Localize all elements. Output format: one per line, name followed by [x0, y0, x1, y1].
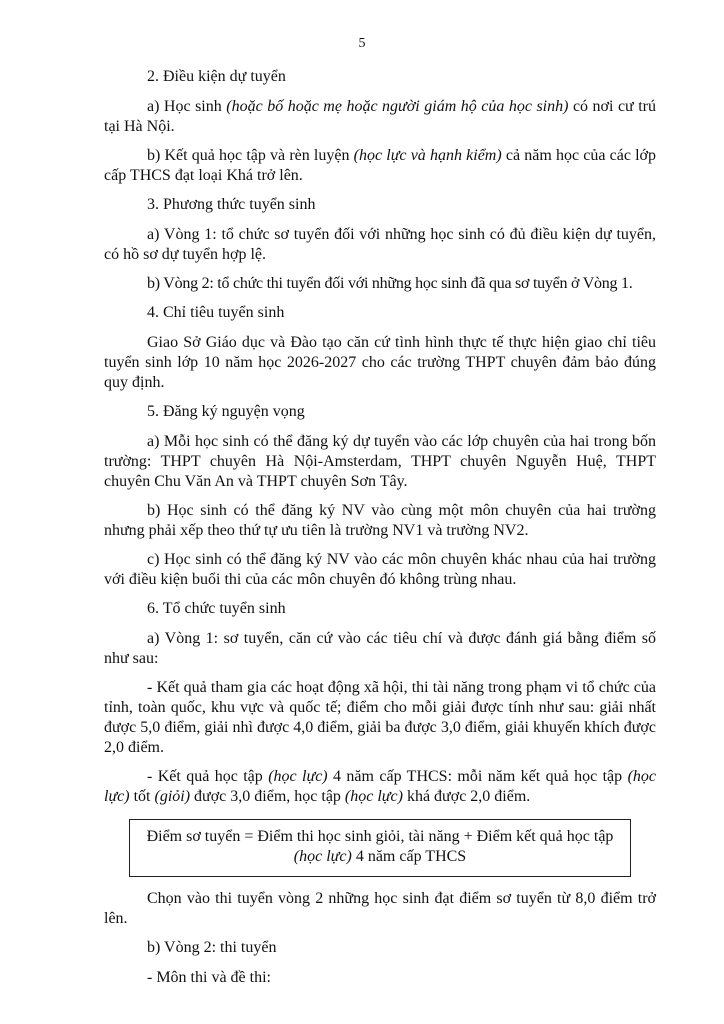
section-2-heading: 2. Điều kiện dự tuyển — [147, 68, 286, 85]
section-3-item-a: a) Vòng 1: tổ chức sơ tuyển đối với những học sinh có đủ điều kiện dự tuyển, có hồ sơ dự tuyển hợp lệ. — [104, 226, 656, 263]
section-3-heading: 3. Phương thức tuyển sinh — [147, 196, 316, 213]
section-6-heading: 6. Tổ chức tuyển sinh — [147, 600, 286, 617]
page-number: 5 — [358, 36, 366, 51]
section-6-criteria-2: - Kết quả học tập (học lực) 4 năm cấp THCS: mỗi năm kết quả học tập (học lực) tốt (giỏi) được 3,0 điểm, học tập (học lực) khá được 2,0 điểm. — [104, 768, 656, 805]
section-6-item-b: b) Vòng 2: thi tuyển — [147, 939, 277, 956]
section-6-item-a: a) Vòng 1: sơ tuyển, căn cứ vào các tiêu chí và được đánh giá bằng điểm số như sau: — [104, 630, 656, 667]
formula-line-1: Điểm sơ tuyển = Điểm thi học sinh giỏi, tài năng + Điểm kết quả học tập — [146, 828, 614, 845]
section-4-body: Giao Sở Giáo dục và Đào tạo căn cứ tình hình thực tế thực hiện giao chỉ tiêu tuyển sinh lớp 10 năm học 2026-2027 cho các trường THPT chuyên đảm bảo đúng quy định. — [104, 334, 656, 391]
section-6-selection: Chọn vào thi tuyển vòng 2 những học sinh đạt điểm sơ tuyển từ 8,0 điểm trở lên. — [104, 890, 656, 927]
section-5-item-b: b) Học sinh có thể đăng ký NV vào cùng một môn chuyên của hai trường nhưng phải xếp theo thứ tự ưu tiên là trường NV1 và trường NV2. — [104, 502, 656, 539]
section-6-exam: - Môn thi và đề thi: — [147, 969, 271, 986]
formula-emphasis: (học lực) — [293, 848, 352, 865]
page-content — [104, 67, 656, 997]
section-2-item-a: a) Học sinh (hoặc bố hoặc mẹ hoặc người giám hộ của học sinh) có nơi cư trú tại Hà Nội. — [104, 98, 657, 135]
section-5-heading: 5. Đăng ký nguyện vọng — [147, 403, 305, 420]
section-2-item-b: b) Kết quả học tập và rèn luyện (học lực và hạnh kiểm) cả năm học của các lớp cấp THCS đạt loại Khá trở lên. — [104, 147, 656, 184]
section-3-item-b: b) Vòng 2: tổ chức thi tuyển đối với những học sinh đã qua sơ tuyển ở Vòng 1. — [147, 275, 633, 292]
formula-box — [129, 819, 631, 877]
section-4-heading: 4. Chỉ tiêu tuyển sinh — [147, 304, 285, 321]
section-5-item-a: a) Mỗi học sinh có thể đăng ký dự tuyển vào các lớp chuyên của hai trong bốn trường: THPT chuyên Hà Nội-Amsterdam, THPT chuyên Nguyễn Huệ, THPT chuyên Chu Văn An và THPT chuyên Sơn Tây. — [104, 433, 656, 490]
section-5-item-c: c) Học sinh có thể đăng ký NV vào các môn chuyên khác nhau của hai trường với điều kiện buổi thi của các môn chuyên đó không trùng nhau. — [104, 551, 656, 588]
section-6-criteria-1: - Kết quả tham gia các hoạt động xã hội, thi tài năng trong phạm vi tổ chức của tỉnh, toàn quốc, khu vực và quốc tế; điểm cho mỗi giải được tính như sau: giải nhất được 5,0 điểm, giải nhì được 4,0 điểm, giải ba được 3,0 điểm, giải khuyến khích được 2,0 điểm. — [104, 679, 656, 756]
formula-line-2: 4 năm cấp THCS — [351, 848, 467, 865]
